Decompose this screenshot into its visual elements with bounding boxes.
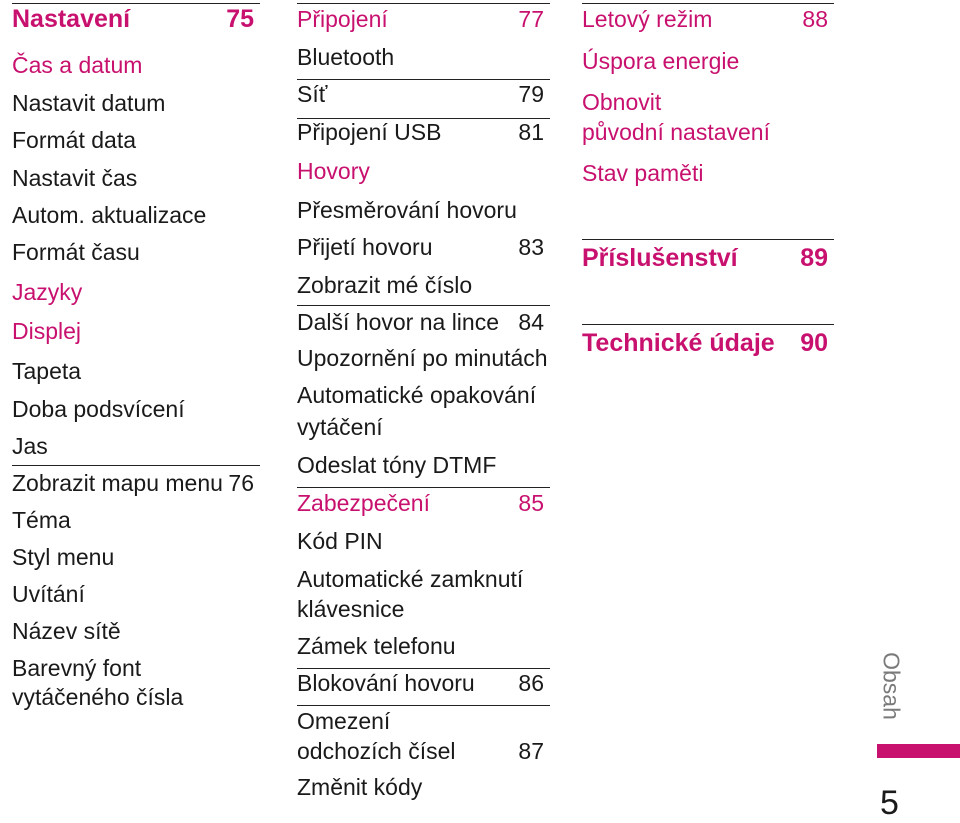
toc-entry-title: Automatické opakování — [297, 382, 537, 408]
toc-entry-page: 75 — [226, 5, 254, 33]
toc-entry-title: Doba podsvícení — [12, 396, 185, 422]
toc-entry-title: Název sítě — [12, 618, 121, 644]
toc-divider — [297, 705, 550, 706]
toc-entry-title: Připojení USB — [297, 119, 442, 145]
toc-entry-title: Omezení — [297, 708, 391, 734]
toc-entry-title: Přijetí hovoru — [297, 234, 433, 260]
toc-entry-page: 89 — [800, 244, 828, 272]
toc-entry-page: 86 — [518, 670, 544, 696]
toc-divider — [297, 79, 550, 80]
toc-entry-title: Změnit kódy — [297, 774, 423, 800]
toc-entry-page: 84 — [518, 309, 544, 335]
toc-entry-title: Hovory — [297, 158, 370, 184]
toc-entry-title: Nastavit čas — [12, 165, 138, 191]
toc-entry-title: Upozornění po minutách — [297, 345, 548, 371]
toc-entry-title: Připojení — [297, 6, 388, 32]
toc-divider — [297, 305, 550, 306]
toc-entry-title: Nastavit datum — [12, 90, 166, 116]
toc-entry-title: Čas a datum — [12, 52, 143, 78]
toc-entry-title: Zobrazit mé číslo — [297, 272, 473, 298]
toc-entry-title: Barevný font — [12, 655, 142, 681]
toc-entry-title: Kód PIN — [297, 528, 383, 554]
toc-entry-title: Úspora energie — [582, 48, 740, 74]
toc-divider — [297, 668, 550, 669]
section-tab-label — [865, 648, 917, 724]
toc-entry-title: Stav paměti — [582, 160, 704, 186]
toc-entry-page: 81 — [518, 119, 544, 145]
page-number: 5 — [880, 784, 899, 822]
toc-entry-title: Přesměrování hovoru — [297, 197, 517, 223]
toc-divider — [582, 324, 834, 325]
toc-entry-title: Téma — [12, 507, 71, 533]
toc-entry-title: Odeslat tóny DTMF — [297, 452, 497, 478]
toc-entry-page: 87 — [518, 738, 544, 764]
toc-entry-title: klávesnice — [297, 596, 405, 622]
toc-entry-title: Uvítání — [12, 581, 85, 607]
toc-entry-title: vytáčení — [297, 414, 383, 440]
toc-entry-title: Zámek telefonu — [297, 633, 456, 659]
toc-entry-title: vytáčeného čísla — [12, 684, 184, 710]
toc-entry-title: Příslušenství — [582, 244, 738, 272]
toc-entry-title: Bluetooth — [297, 44, 395, 70]
toc-entry-title: odchozích čísel — [297, 738, 456, 764]
toc-divider — [582, 239, 834, 240]
toc-entry-title: Nastavení — [12, 5, 131, 33]
toc-entry-title: Tapeta — [12, 358, 82, 384]
toc-entry-title: Jas — [12, 433, 48, 459]
toc-entry-title: Automatické zamknutí — [297, 566, 524, 592]
toc-entry-page: 90 — [800, 329, 828, 357]
toc-entry-page: 79 — [518, 81, 544, 107]
toc-entry-title: Další hovor na lince — [297, 309, 499, 335]
toc-entry-page: 88 — [802, 6, 828, 32]
toc-entry-page: 76 — [228, 470, 254, 496]
toc-divider — [297, 487, 550, 488]
toc-entry-title: původní nastavení — [582, 119, 770, 145]
toc-entry-title: Obnovit — [582, 89, 662, 115]
toc-divider — [12, 465, 260, 466]
toc-entry-page: 85 — [518, 490, 544, 516]
section-tab-bar — [877, 744, 960, 758]
toc-divider — [12, 3, 260, 4]
toc-entry-title: Autom. aktualizace — [12, 202, 207, 228]
toc-entry-page: 83 — [518, 234, 544, 260]
toc-entry-title: Formát data — [12, 127, 136, 153]
toc-entry-title: Technické údaje — [582, 329, 775, 357]
toc-entry-title: Letový režim — [582, 6, 713, 32]
toc-divider — [297, 3, 550, 4]
toc-entry-title: Zabezpečení — [297, 490, 430, 516]
toc-entry-page: 77 — [518, 6, 544, 32]
toc-entry-title: Blokování hovoru — [297, 670, 475, 696]
toc-entry-title: Displej — [12, 318, 82, 344]
toc-entry-title: Zobrazit mapu menu — [12, 470, 223, 496]
toc-entry-title: Styl menu — [12, 544, 115, 570]
toc-entry-title: Síť — [297, 81, 328, 107]
toc-entry-title: Formát času — [12, 239, 140, 265]
toc-divider — [582, 3, 834, 4]
toc-entry-title: Jazyky — [12, 279, 83, 305]
section-tab-text: Obsah — [878, 652, 905, 720]
